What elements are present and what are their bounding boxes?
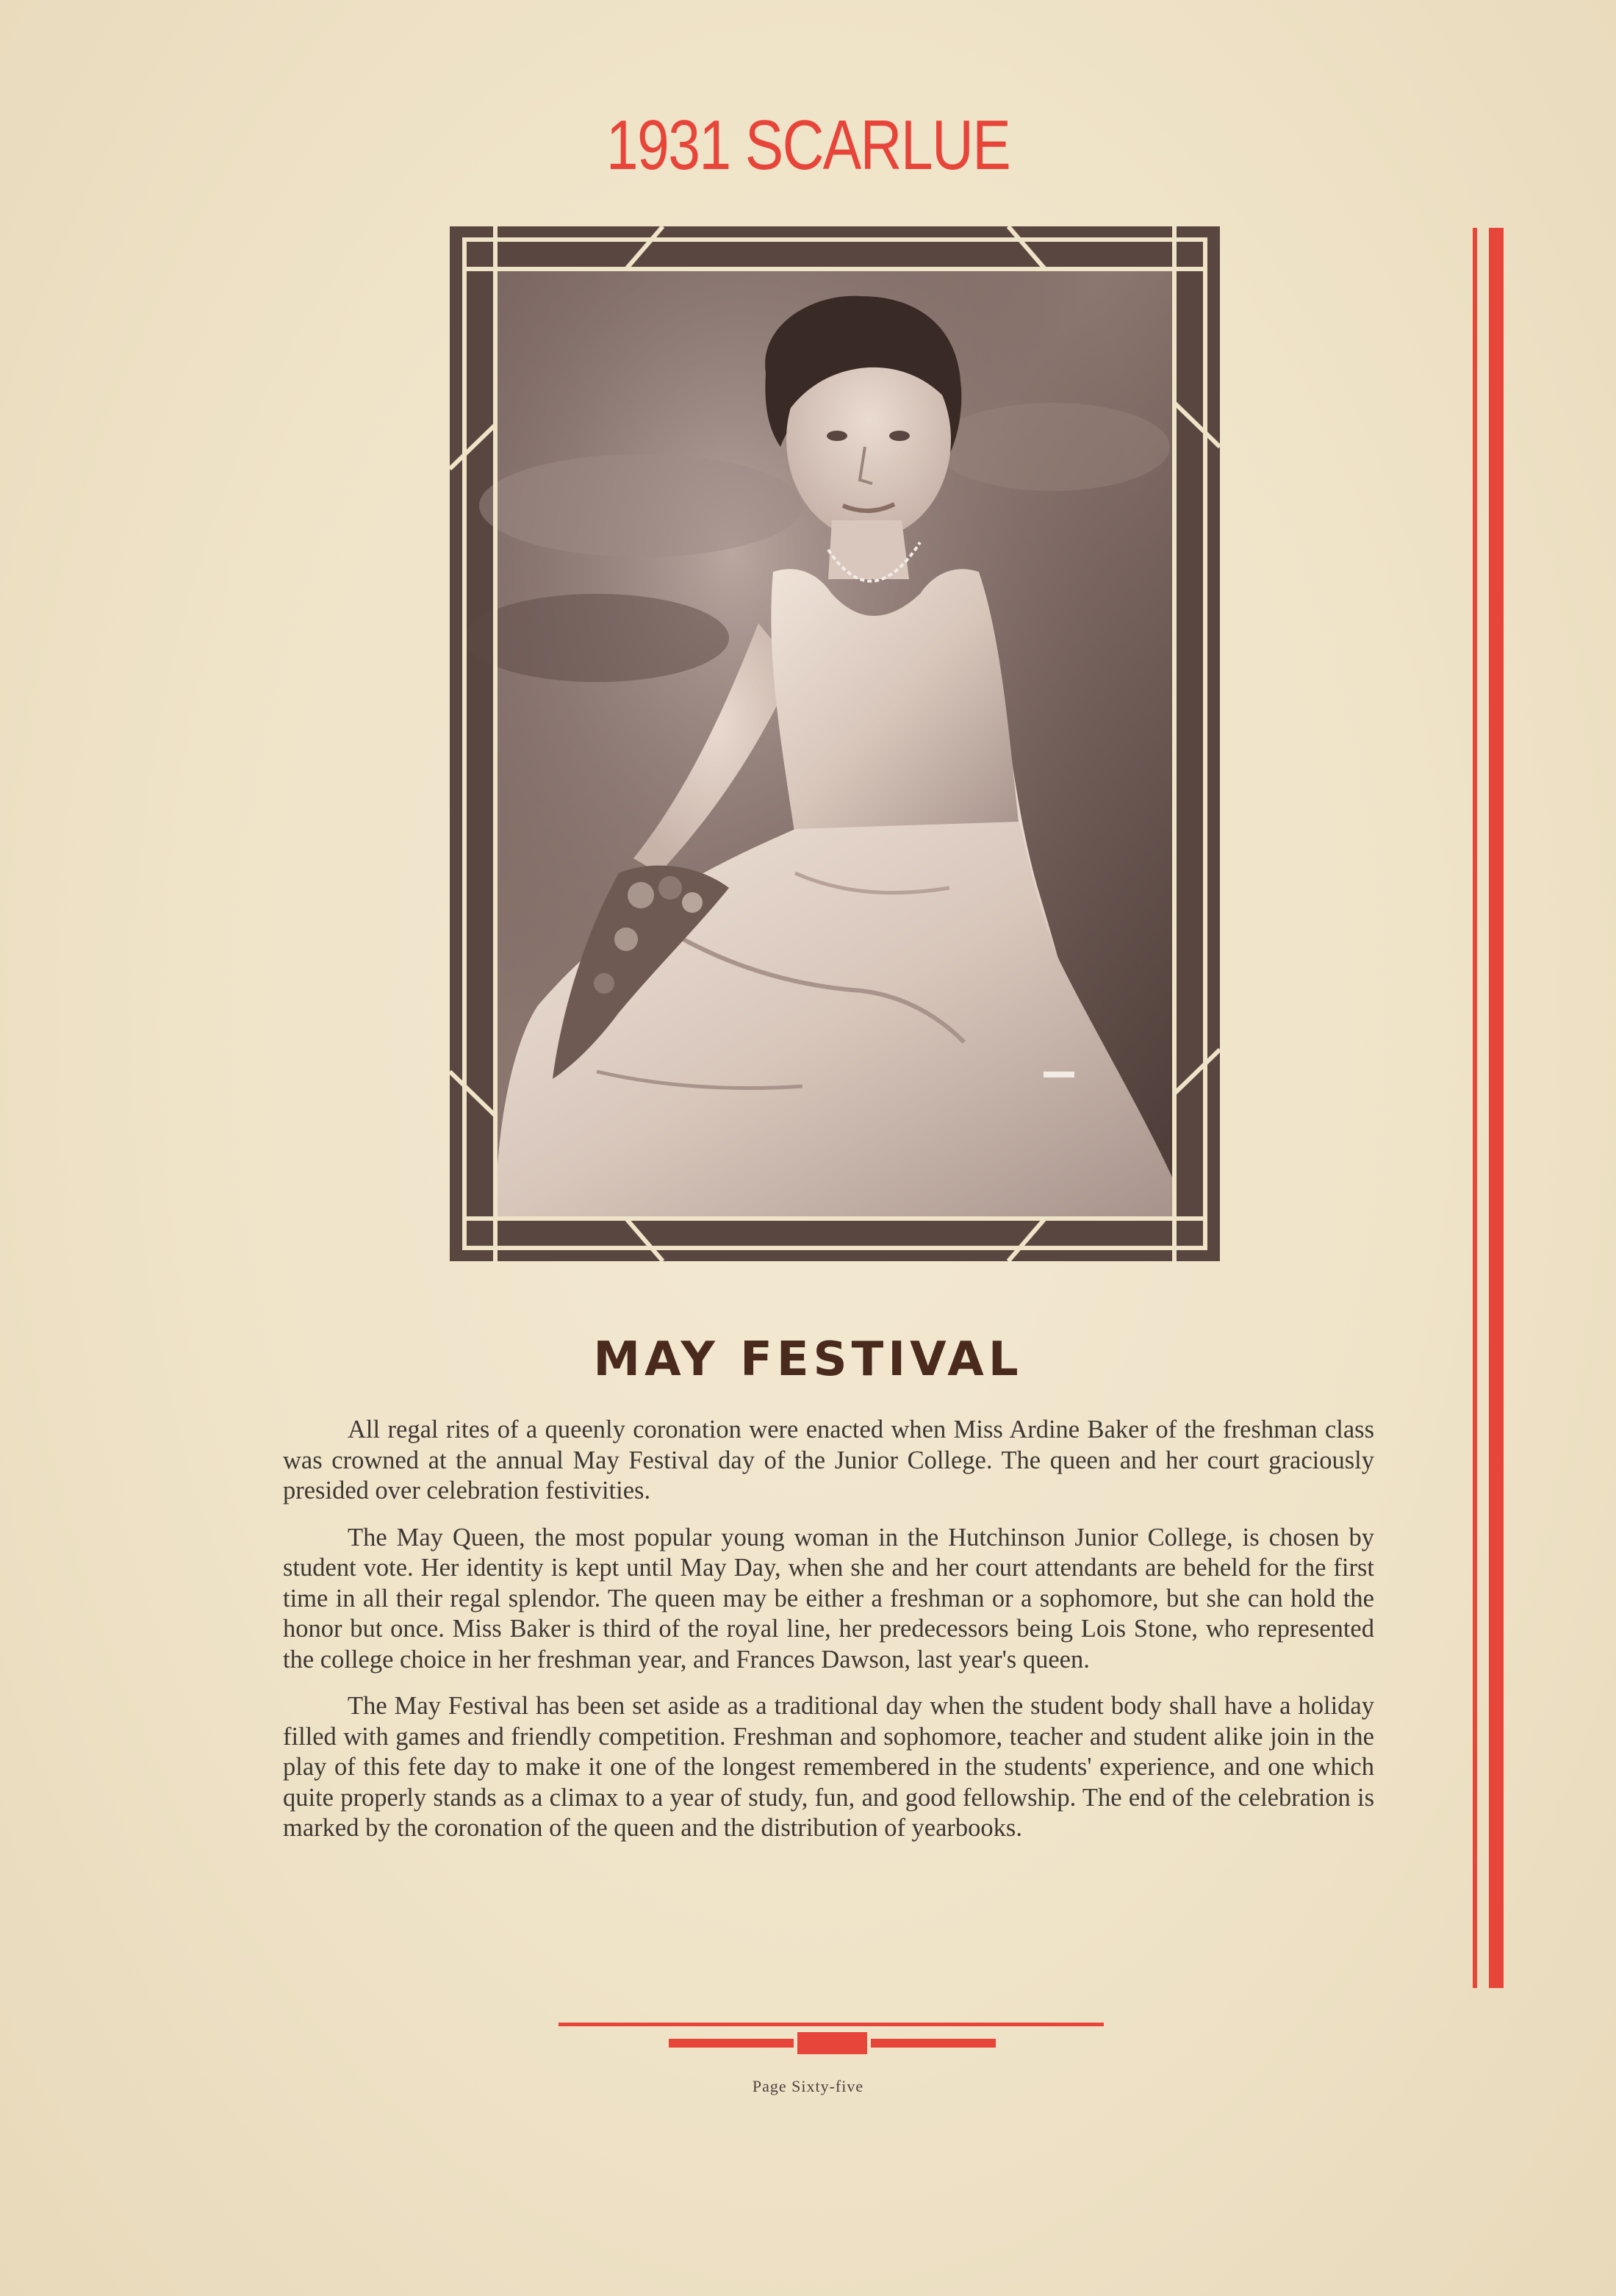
article-title: MAY FESTIVAL (593, 1332, 1023, 1387)
page-number: Page Sixty-five (752, 2077, 864, 2095)
footer-ornament-right (871, 2039, 996, 2048)
article-paragraph: The May Festival has been set aside as a traditional day when the student body shall have a holiday filled with games and friendly competition. Freshman and sophomore, teacher and student alike join in the play of this fete day to make it one of the longest remembered in the students' experience, and one which quite properly stands as a climax to a year of study, fun, and good fellowship. The end of the celebration is marked by the coronation of the queen and the distribution of yearbooks. (283, 1692, 1374, 1842)
article-paragraph: All regal rites of a queenly coronation were enacted when Miss Ardine Baker of the freshman class was crowned at the annual May Festival day of the Junior College. The queen and her court graciously presided over celebration festivities. (283, 1416, 1374, 1504)
yearbook-header-title: 1931 SCARLUE (606, 106, 1010, 184)
article-body (283, 1415, 1374, 1860)
footer-rule (559, 2023, 1104, 2026)
footer-ornament-center (797, 2032, 867, 2054)
article-paragraph: The May Queen, the most popular young woman in the Hutchinson Junior College, is chosen by student vote. Her identity is kept until May Day, when she and her court attendants are beheld for the first time in all their regal splendor. The queen may be either a freshman or a sophomore, but she can hold the honor but once. Miss Baker is third of the royal line, her predecessors being Lois Stone, who represented the college choice in her freshman year, and Frances Dawson, last year's queen. (283, 1523, 1374, 1673)
portrait-photo (450, 226, 1220, 1261)
right-thick-rule (1489, 228, 1504, 1988)
portrait-photo-icon (450, 226, 1220, 1261)
footer-ornament-left (669, 2039, 794, 2048)
right-thin-rule (1473, 228, 1477, 1988)
